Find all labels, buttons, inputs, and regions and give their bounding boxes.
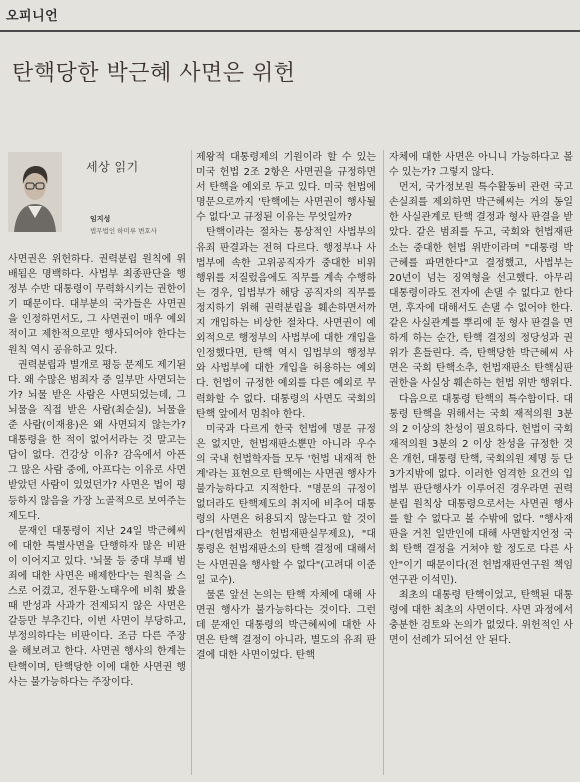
paragraph: 문재인 대통령이 지난 24일 박근혜씨에 대한 특별사면을 단행하자 많은 비판이 이어지고 있다. '뇌물 등 중대 부패 범죄에 대한 사면은 배제한다'는 원칙을 스스로 어겼고, 전두환·노태우에 비춰 봤을 때 반성과 사과가 전제되지 않은 사면은 갈등만 부추긴다, 이번 사면이 부당하고, 부정의하다는 비판이다. 조금 다른 주장을 해보려고 한다. 사면권 행사의 한계는 탄핵이며, 탄핵당한 이에 대한 사면권 행사는 불가능하다는 주장이다. — [8, 525, 186, 688]
article-column-3 — [389, 150, 573, 648]
paragraph: 자체에 대한 사면은 아니니 가능하다고 볼 수 있는가? 그렇지 않다. — [389, 152, 573, 179]
author-org: 법무법인 하미루 변호사 — [90, 227, 157, 235]
headline: 탄핵당한 박근혜 사면은 위헌 — [12, 61, 296, 86]
author-box — [6, 150, 188, 248]
author-name: 임지성 — [90, 215, 111, 223]
paragraph: 탄핵이라는 절차는 통상적인 사법부의 유죄 판결과는 전혀 다르다. 행정부나 사법부에 속한 고위공직자가 중대한 비위 행위를 저질렀음에도 직무를 계속 수행하는 경우, 입법부가 해당 공직자의 직무를 정지하기 위해 권력분립을 훼손하면서까지 개입하는 비상한 절차다. 사면권이 예외적으로 행정부의 사법부에 대한 개입을 인정했다면, 탄핵 역시 입법부의 행정부와 사법부에 대한 개입을 허용하는 예외다. 헌법이 규정한 예외를 다른 예외로 무력화할 수 없다. 대통령의 사면도 국회의 탄핵 앞에서 멈춰야 한다. — [196, 227, 376, 420]
paragraph: 제왕적 대통령제의 기원이라 할 수 있는 미국 헌법 2조 2항은 사면권을 규정하면서 탄핵을 예외로 두고 있다. 미국 헌법에 명문으로까지 '탄핵에는 사면권이 행사될 수 없다'고 규정된 이유는 무엇일까? — [196, 152, 376, 224]
paragraph: 다음으로 대통령 탄핵의 특수함이다. 대통령 탄핵을 위해서는 국회 재적의원 3분의 2 이상의 찬성이 필요하다. 헌법이 국회 재적의원 3분의 2 이상 찬성을 규정한 것은 개헌, 대통령 탄핵, 국회의원 제명 등 단 3가지밖에 없다. 이러한 엄격한 요건의 입법부 판단행사가 이루어진 경우라면 권력분립 원칙상 대통령으로서는 사면권 행사를 할 수 없다고 볼 수밖에 없다. "행사재판을 거친 일반인에 대해 사면할지언정 국회 탄핵 결정을 거쳐야 할 정도로 다른 사안"이기 때문이다(전 헌법재판연구원 책임연구관 이석민). — [389, 393, 573, 586]
section-rule — [0, 30, 580, 32]
author-photo — [8, 152, 62, 232]
paragraph: 미국과 다르게 한국 헌법에 명문 규정은 없지만, 헌법재판소뿐만 아니라 우수의 국내 헌법학자들 모두 '헌법 내재적 한계'라는 표현으로 탄핵에는 사면권 행사가 불가능하다고 지적한다. "명문의 규정이 없더라도 탄핵제도의 취지에 비추어 대통령의 사면은 허용되지 않는다고 할 것이다"(헌법재판소 헌법재판실무제요), "대통령은 헌법재판소의 탄핵 결정에 대해서는 사면권을 행사할 수 없다"(고려대 이준일 교수). — [196, 423, 376, 586]
column-divider — [383, 150, 384, 775]
paragraph: 먼저, 국가정보원 특수활동비 관련 국고손실죄를 제외하면 박근혜씨는 거의 동일한 사실관계로 탄핵 결정과 형사 판결을 받았다. 같은 범죄를 두고, 국회와 헌법재판소는 중대한 헌법 위반이라며 "대통령 박근혜를 파면한다"고 결정했고, 사법부는 20년이 넘는 징역형을 선고했다. 아무리 대통령이라도 전자에 손댈 수 없다고 한다면, 후자에 대해서도 손댈 수 없어야 한다. 같은 사실관계를 뿌리에 둔 형사 판결을 면하게 하는 순간, 탄핵 결정의 정당성과 권위가 흔들린다. 즉, 탄핵당한 박근혜씨 사면은 국회 탄핵소추, 헌법재판소 탄핵심판 권한을 사실상 훼손하는 헌법 위반 행위다. — [389, 182, 573, 390]
column-title: 세상 읽기 — [86, 160, 139, 174]
paragraph: 물론 앞선 논의는 탄핵 자체에 대해 사면권 행사가 불가능하다는 것이다. 그런데 문재인 대통령의 박근혜씨에 대한 사면은 탄핵 결정이 아니라, 별도의 유죄 판결에 대한 사면이었다. 탄핵 — [196, 589, 376, 662]
author-photo-icon — [8, 152, 62, 232]
column-divider — [191, 150, 192, 775]
paragraph: 권력분립과 별개로 평등 문제도 제기된다. 왜 수많은 범죄자 중 일부만 사면되는가? 뇌물 받은 사람은 사면되었는데, 그 뇌물을 직접 받은 사람(최순실), 뇌물을 준 사람(이재용)은 왜 사면되지 않는가? 대통령을 한 적이 없어서라는 것 말고는 답이 없다. 건강상 이유? 감옥에서 아픈 그 많은 사람 중에, 아프다는 이유로 사면받았던 사람이 있었던가? 사면은 법이 평등하지 않음을 가장 노골적으로 보여주는 제도다. — [8, 359, 186, 522]
paragraph: 최초의 대통령 탄핵이었고, 탄핵된 대통령에 대한 최초의 사면이다. 사면 과정에서 충분한 검토와 논의가 없었다. 위헌적인 사면이 선례가 되어선 안 된다. — [389, 589, 573, 646]
article-column-2 — [196, 150, 376, 663]
article-column-1 — [8, 252, 186, 690]
paragraph: 사면권은 위헌하다. 권력분립 원칙에 위배됨은 명백하다. 사법부 최종판단을 행정부 수반 대통령이 무력화시키는 권한이기 때문이다. 대부분의 국가들은 사면권을 인정하면서도, 그 사면권이 매우 예외적이고 제한적으로만 행사되어야 한다는 원칙 역시 공유하고 있다. — [8, 254, 186, 356]
section-label: 오피니언 — [6, 9, 59, 24]
